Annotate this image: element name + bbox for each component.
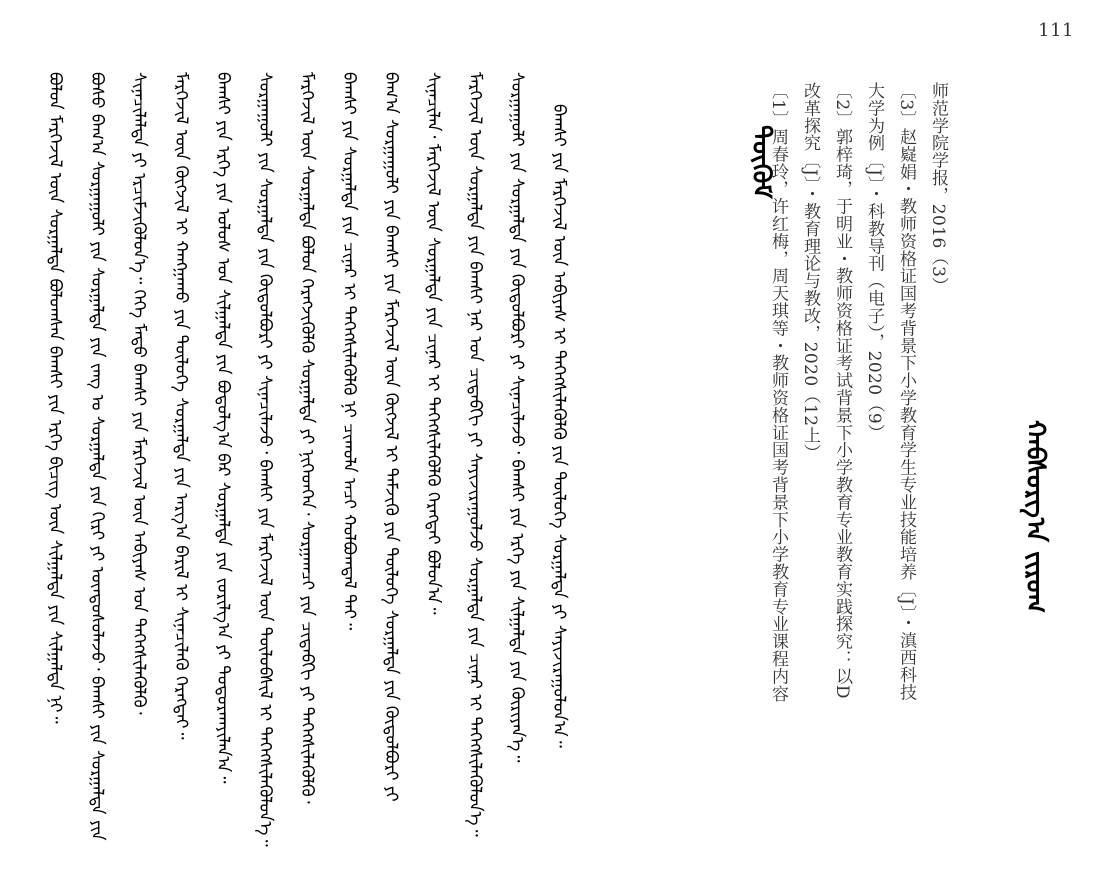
page-number: 111 — [1038, 20, 1074, 41]
body-line: ᠪᠠᠭᠰᠢ ᠶᠢᠨ ᠡᠷᠬᠡ ᠶᠢᠨ ᠤᠯᠤᠰ ᠤᠨ ᠰᠢᠯᠭᠠᠯᠲᠠ ᠶᠢᠨ ᠪᠣᠳᠣᠯᠭ᠎ᠠ ᠪᠠᠷ ᠰᠤᠷᠭᠠᠯᠲᠠ ᠶᠢᠨ ᠵᠣᠷᠢᠯᠭ᠎ᠠ ᠶᠢ ᠲᠣᠳᠣᠷᠬᠠᠶᠢᠯᠠᠨ᠎ᠠ᠃ — [213, 72, 233, 784]
body-line: ᠮᠡᠷᠭᠡᠵᠢᠯ ᠦᠨ ᠰᠤᠷᠭᠠᠯᠲᠠ ᠪᠣᠯᠤᠨ ᠬᠡᠷᠡᠭᠵᠢᠭᠦᠯᠬᠦ ᠰᠤᠷᠭᠠᠯᠲᠠ ᠶᠢ ᠨᠢᠭᠡᠳᠬᠡᠨ᠂ ᠰᠤᠷᠭᠠᠭᠴᠢ ᠶᠢᠨ ᠴᠢᠳᠠᠪᠬᠢ ᠶᠢ ᠳᠡᠭᠡᠭᠰᠢᠯᠡᠭᠦᠯᠬᠦ᠂ — [297, 72, 317, 804]
section-heading: ᠳᠦᠭᠦᠮ — [746, 125, 776, 199]
body-line: ᠪᠤᠰᠤ ᠪᠠᠭ᠎ᠠ ᠰᠤᠷᠭᠠᠭᠤᠯᠢ ᠶᠢᠨ ᠰᠤᠷᠭᠠᠯᠲᠠ ᠶᠢᠨ ᠵᠠᠩ ᠤ ᠰᠤᠷᠭᠠᠯᠲᠠ ᠶᠢᠨ ᠬᠢᠷᠢ ᠶᠢ ᠦᠨᠳᠦᠰᠦᠯᠡᠵᠦ᠂ ᠪᠠᠭᠰᠢ ᠶᠢᠨ ᠰᠤᠷᠭᠠᠯᠲᠠ ᠶᠢᠨ — [87, 72, 107, 841]
reference-line: 大学为例〔J〕・科教导刊（电子），2020（9） — [864, 82, 884, 442]
body-line: ᠪᠠᠭ᠎ᠠ ᠰᠤᠷᠭᠠᠭᠤᠯᠢ ᠶᠢᠨ ᠪᠠᠭᠰᠢ ᠶᠢᠨ ᠮᠡᠷᠭᠡᠵᠢᠯ ᠦᠨ ᠬᠥᠭᠵᠢᠯ ᠢ ᠳᠡᠮᠵᠢᠬᠦ ᠶᠢᠨ ᠲᠥᠯᠦᠭᠡ ᠰᠤᠷᠭᠠᠯᠲᠠ ᠶᠢᠨ ᠬᠥᠲᠦᠯᠪᠦᠷᠢ ᠶᠢ — [381, 72, 401, 802]
reference-line: 〔3〕赵嶷娟・教师资格证国考背景下小学教育学生专业技能培养〔J〕・滇西科技 — [896, 82, 916, 701]
reference-line: 师范学院学报，2016（3） — [928, 82, 948, 295]
body-line: ᠪᠠᠭᠰᠢ ᠶᠢᠨ ᠮᠡᠷᠭᠡᠵᠢᠯ ᠦᠨ ᠠᠪᠢᠶᠠᠰ ᠢ ᠳᠡᠭᠡᠭᠰᠢᠯᠡᠭᠦᠯᠬᠦ ᠶᠢᠨ ᠲᠥᠯᠦᠭᠡ ᠰᠤᠷᠭᠠᠯᠲᠠ ᠶᠢ ᠰᠠᠶᠢᠵᠢᠷᠠᠭᠤᠯᠤᠨ᠎ᠠ᠃ — [549, 104, 569, 748]
body-line: ᠰᠢᠨᠡᠴᠢᠯᠡᠨ᠂ ᠮᠡᠷᠭᠡᠵᠢᠯ ᠦᠨ ᠰᠤᠷᠭᠠᠯᠲᠠ ᠶᠢᠨ ᠴᠢᠨᠠᠷ ᠢ ᠳᠡᠭᠡᠭᠰᠢᠯᠡᠭᠦᠯᠬᠦ ᠬᠡᠷᠡᠭᠲᠡᠢ ᠪᠣᠯᠤᠨ᠎ᠠ᠃ — [423, 72, 443, 615]
body-line: ᠪᠤᠯᠤᠨ ᠮᠡᠷᠭᠡᠵᠢᠯ ᠦᠨ ᠰᠤᠷᠭᠠᠯᠲᠠ ᠪᠣᠯᠤᠭᠰᠠᠨ ᠪᠠᠭᠰᠢ ᠶᠢᠨ ᠡᠷᠬᠡ ᠪᠢᠴᠢᠭ ᠦᠨ ᠰᠢᠯᠭᠠᠯᠲᠠ ᠶᠢᠨ ᠰᠢᠯᠭᠠᠯᠲᠠ ᠨᠢ᠃ — [45, 72, 65, 724]
mongolian-body-text — [34, 72, 714, 852]
body-line: ᠰᠤᠷᠭᠠᠭᠤᠯᠢ ᠶᠢᠨ ᠰᠤᠷᠭᠠᠯᠲᠠ ᠶᠢᠨ ᠬᠥᠲᠦᠯᠪᠦᠷᠢ ᠶᠢ ᠰᠢᠨᠡᠴᠢᠯᠡᠵᠦ᠂ ᠪᠠᠭᠰᠢ ᠶᠢᠨ ᠮᠡᠷᠭᠡᠵᠢᠯ ᠦᠨ ᠲᠥᠯᠥᠪᠰᠢᠯ ᠢ ᠳᠡᠭᠡᠭᠰᠢᠯᠡᠭᠦᠯᠦᠨ᠎ᠡ᠃ — [255, 72, 275, 847]
reference-line: 〔2〕郭梓琦，于明业・教师资格证考试背景下小学教育专业教育实践探究：以D — [832, 82, 852, 699]
references-section — [762, 82, 954, 862]
body-line: ᠰᠢᠨᠡᠴᠢᠯᠡᠯᠲᠡ ᠶᠢ ᠡᠷᠴᠢᠮᠵᠢᠭᠦᠯᠦᠨ᠎ᠡ᠃ ᠭᠡᠬᠡ ᠮᠡᠲᠦ ᠪᠠᠭᠰᠢ ᠶᠢᠨ ᠮᠡᠷᠭᠡᠵᠢᠯ ᠦᠨ ᠠᠪᠢᠶᠠᠰ ᠤᠨ ᠳᠡᠭᠡᠭᠰᠢᠯᠡᠭᠦᠯᠬᠦ᠂ — [129, 72, 149, 715]
mongolian-title: ᠬᠠᠪᠰᠤᠷᠭ᠎ᠠ ᠵᠢᠷᠤᠭ — [1020, 420, 1050, 613]
body-line: ᠮᠡᠷᠭᠡᠵᠢᠯ ᠦᠨ ᠰᠤᠷᠭᠠᠯᠲᠠ ᠶᠢᠨ ᠪᠠᠭᠰᠢ ᠨᠠᠷ ᠤᠨ ᠴᠢᠳᠠᠪᠬᠢ ᠶᠢ ᠰᠠᠶᠢᠵᠢᠷᠠᠭᠤᠯᠵᠤ ᠰᠤᠷᠭᠠᠯᠲᠠ ᠶᠢᠨ ᠴᠢᠨᠠᠷ ᠢ ᠳᠡᠭᠡᠭᠰᠢᠯᠡᠭᠦᠯᠦᠨ᠎ᠡ᠃ — [465, 72, 485, 837]
reference-line: 改革探究〔J〕・教育理论与教改，2020（12上） — [800, 82, 820, 462]
body-line: ᠰᠤᠷᠭᠠᠭᠤᠯᠢ ᠶᠢᠨ ᠰᠤᠷᠭᠠᠯᠲᠠ ᠶᠢᠨ ᠬᠥᠲᠦᠯᠪᠦᠷᠢ ᠶᠢ ᠰᠢᠨᠡᠴᠢᠯᠡᠵᠦ᠂ ᠪᠠᠭᠰᠢ ᠶᠢᠨ ᠡᠷᠬᠡ ᠶᠢᠨ ᠰᠢᠯᠭᠠᠯᠲᠠ ᠶᠢᠨ ᠬᠦᠷᠢᠶᠡᠨ᠎ᠡ᠃ — [507, 72, 527, 763]
reference-line: 〔1〕周春玲，许红梅，周天琪等・教师资格证国考背景下小学教育专业课程内容 — [768, 82, 788, 703]
body-line: ᠪᠠᠭᠰᠢ ᠶᠢᠨ ᠰᠤᠷᠭᠠᠯᠲᠠ ᠶᠢᠨ ᠴᠢᠨᠠᠷ ᠢ ᠳᠡᠭᠡᠭᠰᠢᠯᠡᠭᠦᠯᠬᠦ ᠨᠢ ᠴᠢᠬᠤᠯᠠ ᠠᠴᠢ ᠬᠣᠯᠪᠣᠭᠳᠠᠯ ᠲᠠᠢ᠃ — [339, 72, 359, 631]
body-line: ᠮᠡᠷᠭᠡᠵᠢᠯ ᠦᠨ ᠬᠥᠭᠵᠢᠯ ᠢ ᠬᠠᠩᠭᠠᠬᠤ ᠶᠢᠨ ᠲᠥᠯᠦᠭᠡ ᠰᠤᠷᠭᠠᠯᠲᠠ ᠶᠢᠨ ᠠᠷᠭ᠎ᠠ ᠪᠠᠷᠢᠯ ᠢ ᠰᠢᠨᠡᠴᠢᠯᠡᠬᠦ ᠬᠡᠷᠡᠭᠲᠡᠢ᠃ — [171, 72, 191, 740]
